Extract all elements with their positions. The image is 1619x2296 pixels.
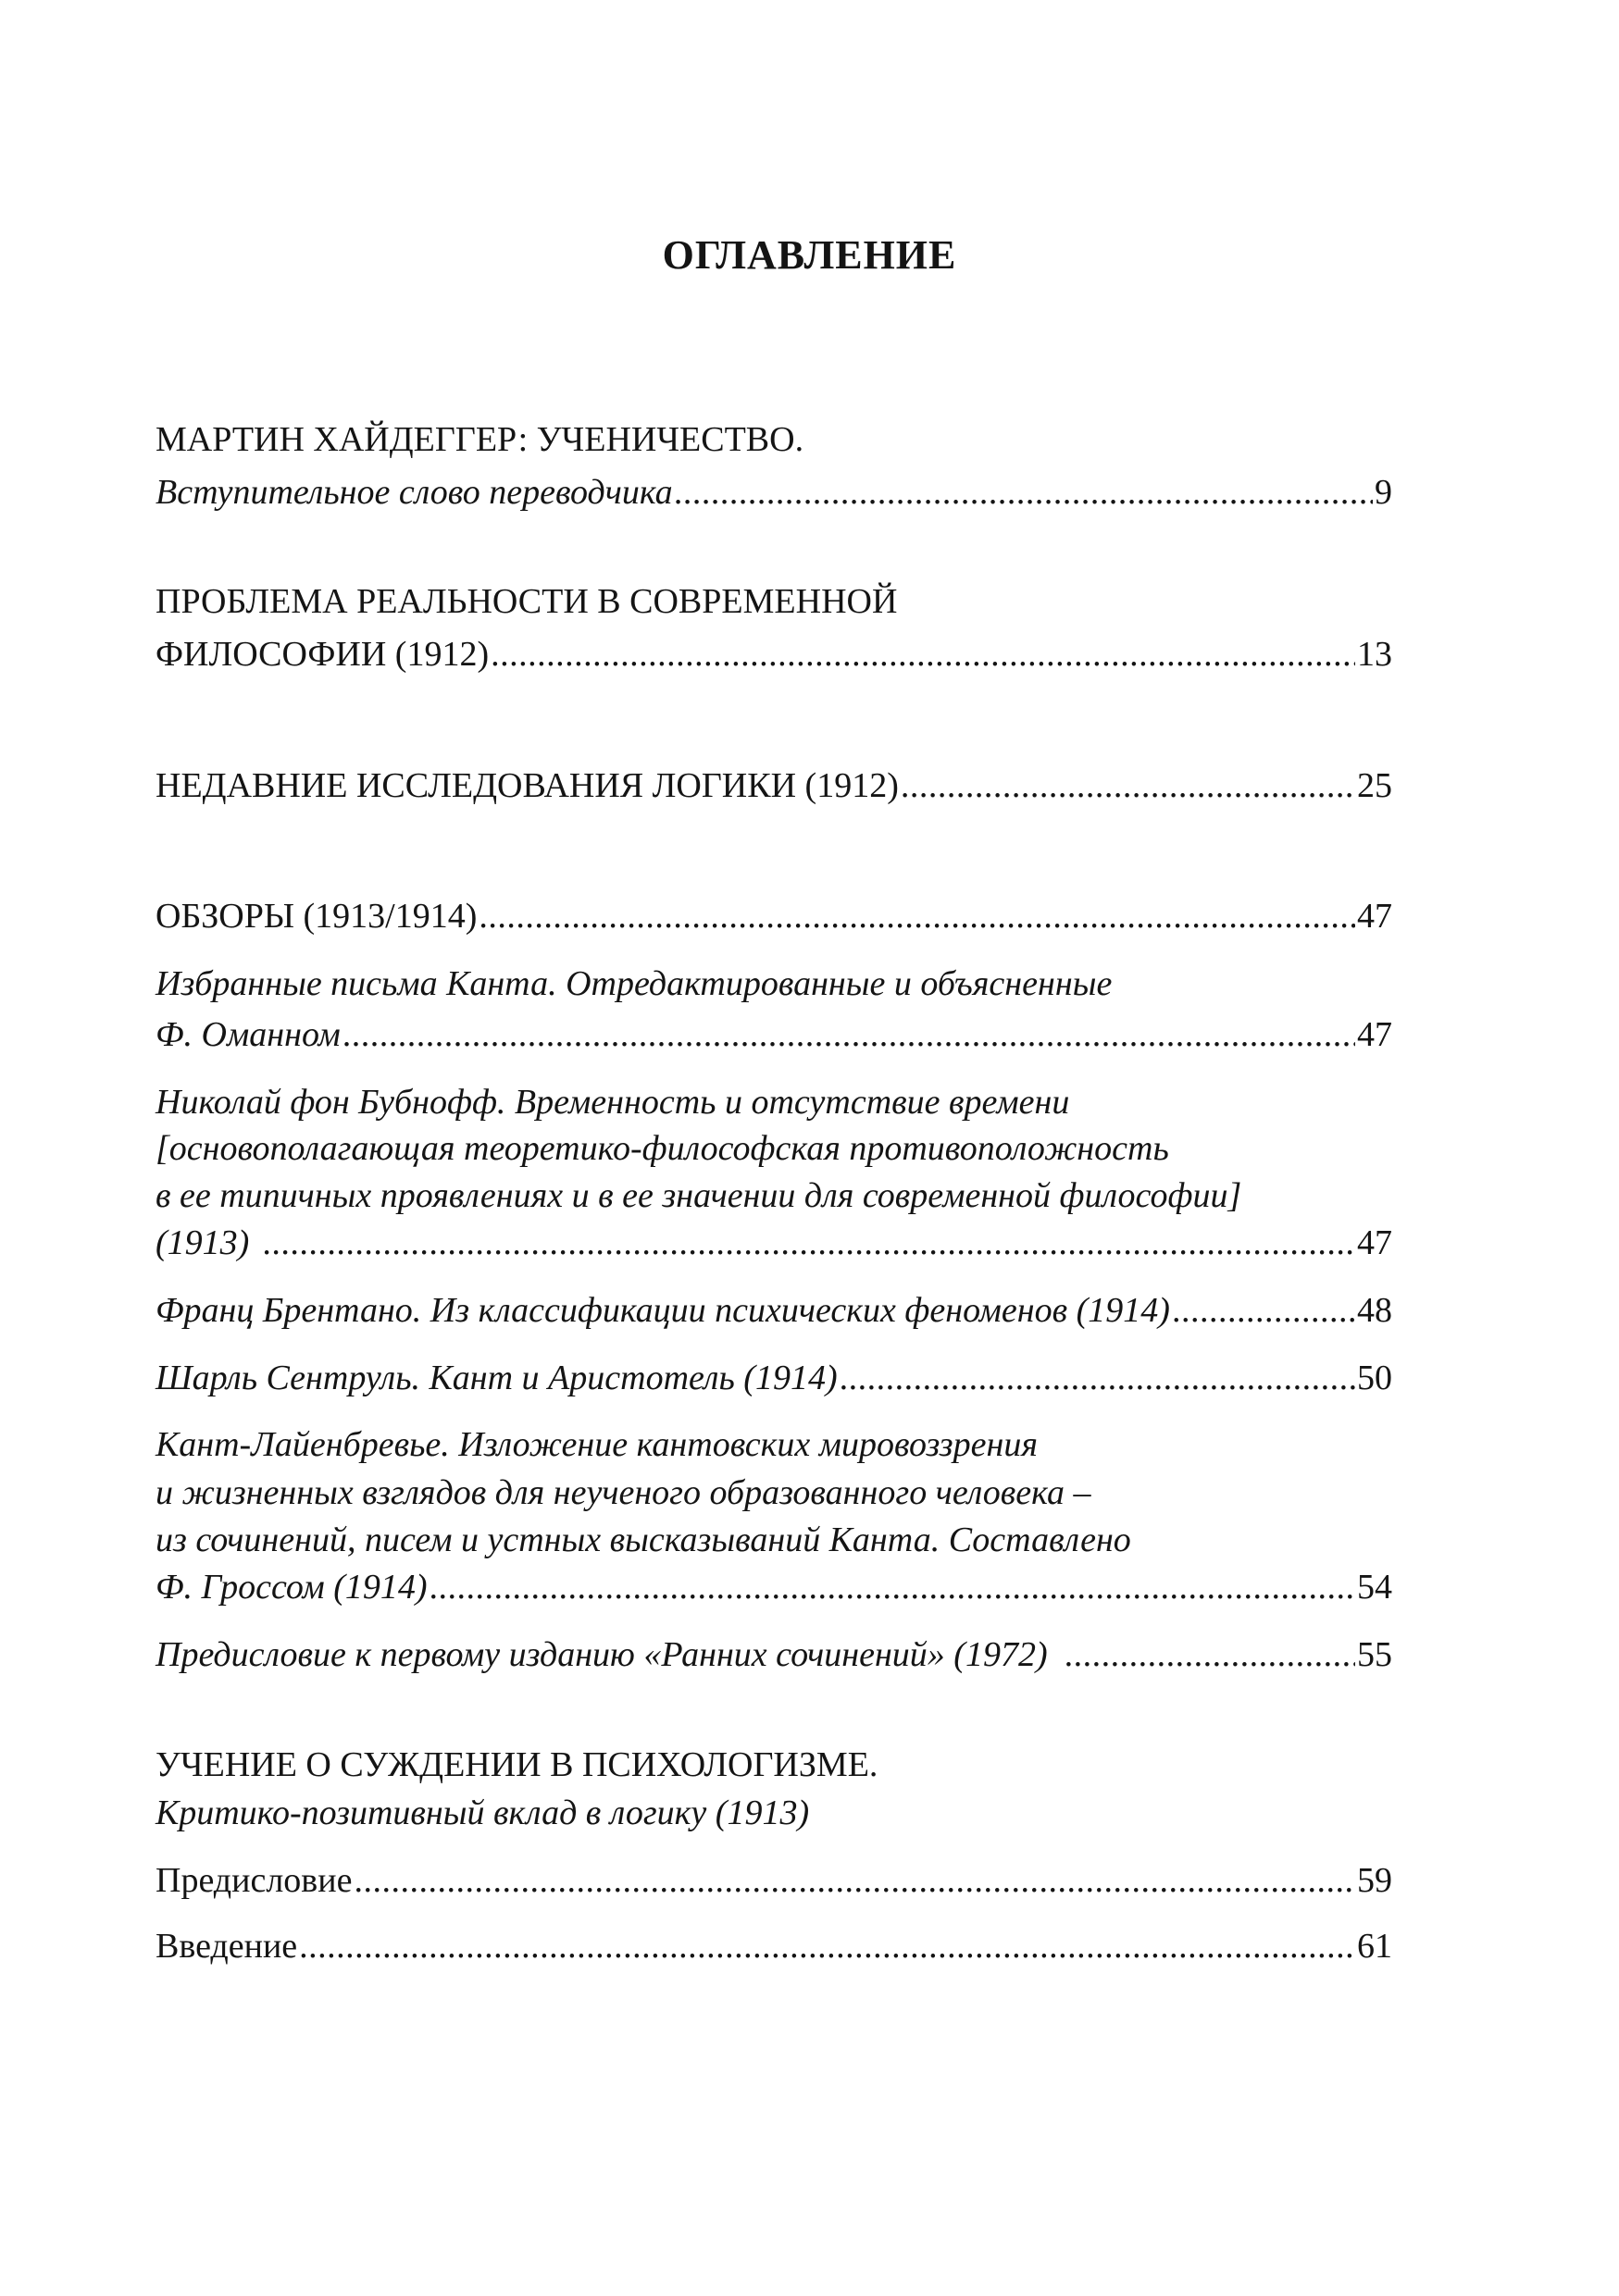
- dot-leader: [840, 1353, 1355, 1403]
- toc-page-number: 47: [1357, 1015, 1392, 1054]
- toc-page-number: 50: [1357, 1359, 1392, 1397]
- toc-subentry[interactable]: [156, 1218, 1392, 1268]
- toc-page-number: 59: [1357, 1861, 1392, 1900]
- dot-leader: [262, 1218, 1355, 1268]
- toc-subentry-line: в ее типичных проявлениях и в ее значении для современной философии]: [156, 1176, 1242, 1215]
- toc-subentry-line: [основополагающая теоретико-философская противоположность: [156, 1129, 1169, 1168]
- dot-leader: [1065, 1630, 1355, 1680]
- toc-entry-title: Предисловие к первому изданию «Ранних сочинений» (1972): [156, 1635, 1048, 1674]
- toc-entry-title: Вступительное слово переводчика: [156, 473, 673, 512]
- dot-leader: [1172, 1285, 1355, 1335]
- toc-subentry[interactable]: [156, 1630, 1392, 1680]
- toc-entry-title: НЕДАВНИЕ ИССЛЕДОВАНИЯ ЛОГИКИ (1912): [156, 766, 899, 805]
- toc-subentry[interactable]: [156, 1010, 1392, 1060]
- toc-page-number: 55: [1357, 1635, 1392, 1674]
- toc-entry-title: Ф. Оманном: [156, 1015, 341, 1054]
- toc-page-number: 54: [1357, 1568, 1392, 1607]
- dot-leader: [675, 467, 1373, 517]
- toc-entry-title: Франц Брентано. Из классификации психических феноменов (1914): [156, 1291, 1170, 1330]
- toc-entry[interactable]: [156, 1921, 1392, 1971]
- toc-page-number: 47: [1357, 1223, 1392, 1262]
- toc-page-number: 13: [1357, 635, 1392, 674]
- toc-subentry-line: Николай фон Бубнофф. Временность и отсутствие времени: [156, 1083, 1070, 1122]
- toc-entry[interactable]: [156, 891, 1392, 941]
- toc-page-number: 61: [1357, 1927, 1392, 1966]
- toc-subentry-line: Избранные письма Канта. Отредактированные и объясненные: [156, 964, 1113, 1003]
- toc-entry[interactable]: [156, 1855, 1392, 1905]
- toc-entry-title: ОБЗОРЫ (1913/1914): [156, 897, 478, 936]
- dot-leader: [354, 1855, 1355, 1905]
- toc-entry-title: Шарль Сентруль. Кант и Аристотель (1914): [156, 1359, 838, 1397]
- toc-subentry-line: Кант-Лайенбревье. Изложение кантовских мировоззрения: [156, 1425, 1039, 1464]
- dot-leader: [491, 629, 1355, 679]
- toc-subentry-line: и жизненных взглядов для неученого образованного человека –: [156, 1473, 1091, 1512]
- toc-entry-title: Введение: [156, 1927, 298, 1966]
- toc-subentry-line: из сочинений, писем и устных высказываний Канта. Составлено: [156, 1520, 1131, 1559]
- toc-entry[interactable]: [156, 629, 1392, 679]
- toc-subentry[interactable]: [156, 1285, 1392, 1335]
- toc-page-number: 47: [1357, 897, 1392, 936]
- toc-heading: ПРОБЛЕМА РЕАЛЬНОСТИ В СОВРЕМЕННОЙ: [156, 582, 898, 621]
- toc-entry-title: ФИЛОСОФИИ (1912): [156, 635, 490, 674]
- toc-entry[interactable]: [156, 761, 1392, 811]
- toc-entry-title: Ф. Гроссом (1914): [156, 1568, 428, 1607]
- dot-leader: [430, 1562, 1355, 1612]
- toc-heading: МАРТИН ХАЙДЕГГЕР: УЧЕНИЧЕСТВО.: [156, 420, 804, 459]
- toc-page-number: 48: [1357, 1291, 1392, 1330]
- dot-leader: [901, 761, 1355, 811]
- toc-subheading: Критико-позитивный вклад в логику (1913): [156, 1793, 810, 1832]
- toc-subentry[interactable]: [156, 1353, 1392, 1403]
- dot-leader: [479, 891, 1355, 941]
- toc-page-number: 25: [1357, 766, 1392, 805]
- page-title: ОГЛАВЛЕНИЕ: [662, 232, 957, 278]
- dot-leader: [299, 1921, 1355, 1971]
- toc-entry-title: (1913): [156, 1223, 250, 1262]
- toc-heading: УЧЕНИЕ О СУЖДЕНИИ В ПСИХОЛОГИЗМЕ.: [156, 1745, 878, 1784]
- dot-leader: [342, 1010, 1355, 1060]
- toc-entry[interactable]: [156, 467, 1392, 517]
- toc-entry-title: Предисловие: [156, 1861, 353, 1900]
- toc-page-number: 9: [1375, 473, 1392, 512]
- toc-subentry[interactable]: [156, 1562, 1392, 1612]
